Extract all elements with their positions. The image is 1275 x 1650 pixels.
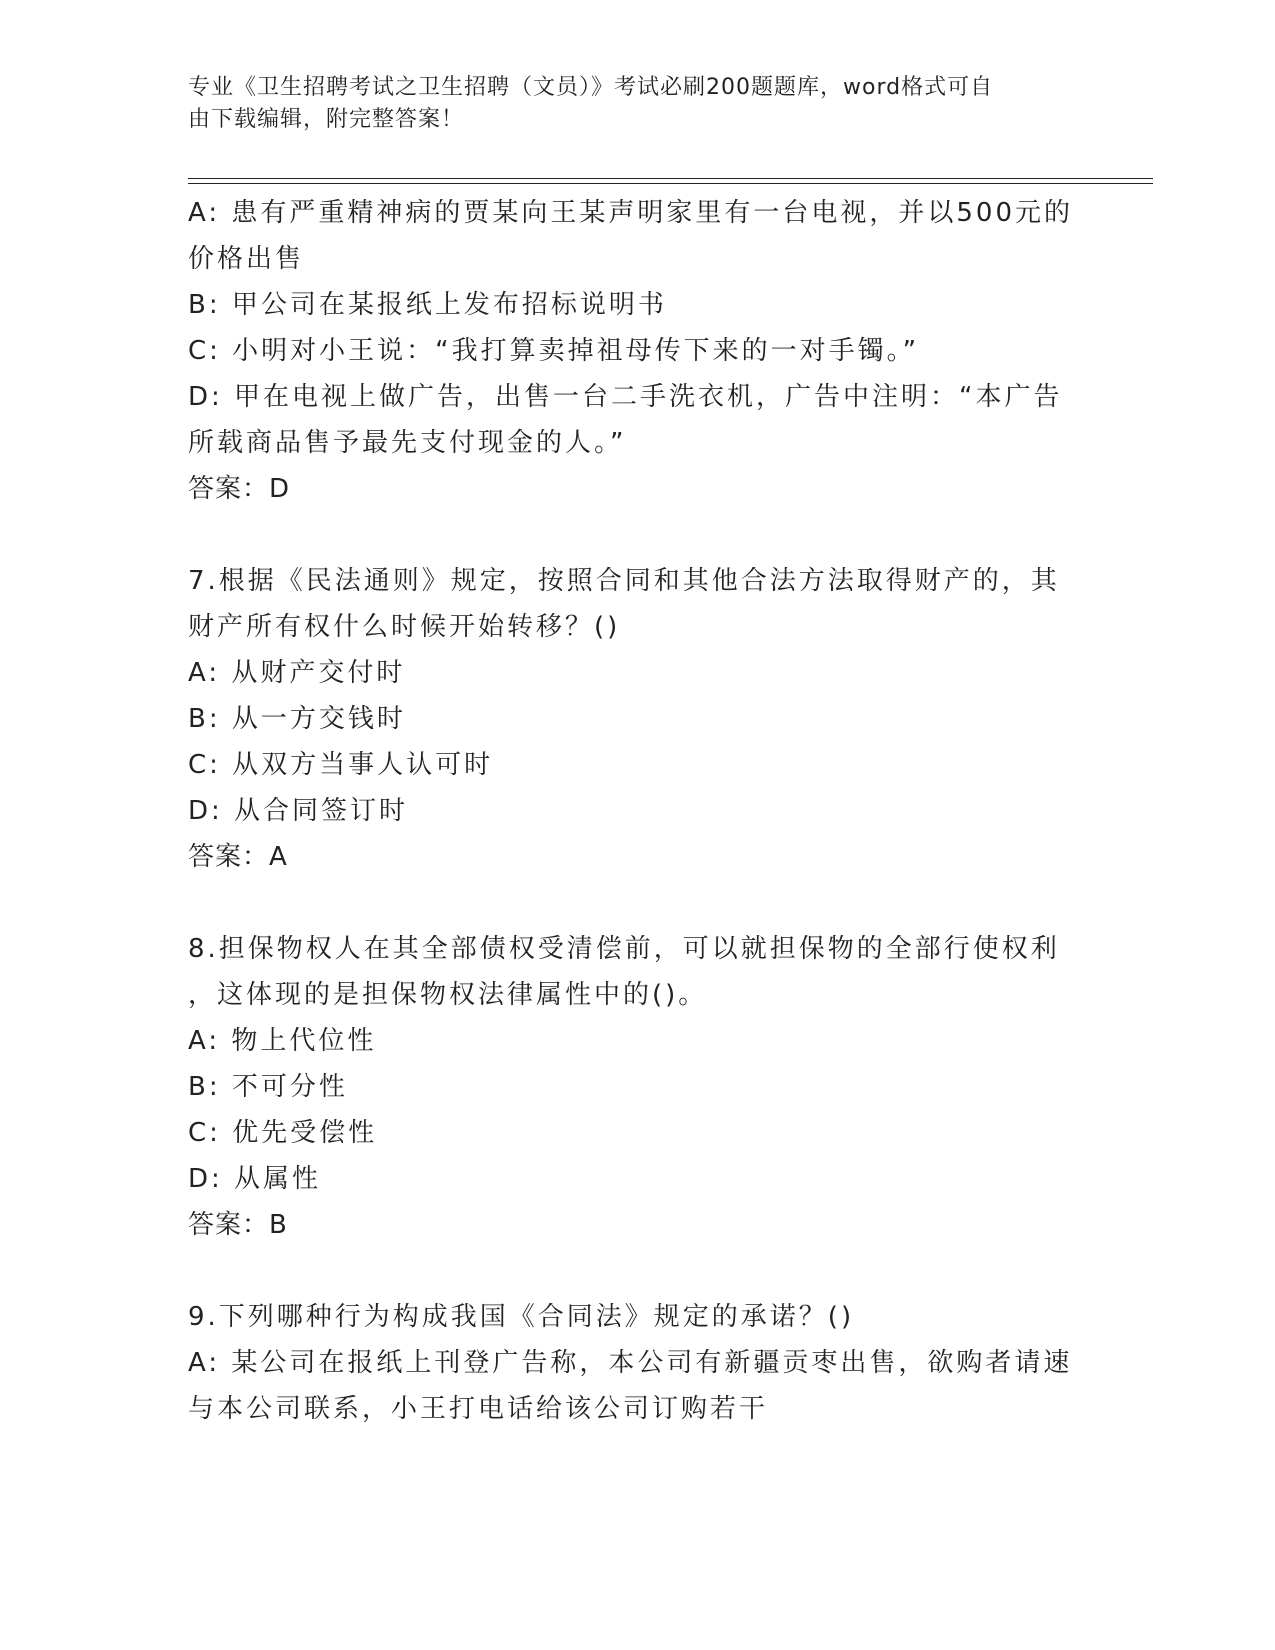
- header-divider-top: [188, 178, 1153, 179]
- spacer: [188, 1248, 1088, 1294]
- document-header: [188, 72, 1088, 136]
- answer-label: 答案：A: [188, 842, 288, 872]
- question-text-line-1: 9.下列哪种行为构成我国《合同法》规定的承诺？(): [188, 1302, 855, 1332]
- question-text-line-1: 8.担保物权人在其全部债权受清偿前，可以就担保物的全部行使权利: [188, 934, 1060, 964]
- header-line-1: 专业《卫生招聘考试之卫生招聘（文员）》考试必刷200题题库，word格式可自: [188, 75, 994, 100]
- option-b: B: 从一方交钱时: [188, 704, 406, 734]
- answer-label: 答案：D: [188, 474, 291, 504]
- answer-label: 答案：B: [188, 1210, 288, 1240]
- header-divider-bottom: [188, 183, 1153, 184]
- header-line-2: 由下载编辑，附完整答案！: [188, 107, 465, 132]
- question-text-line-2: 财产所有权什么时候开始转移？(): [188, 612, 621, 642]
- option-a: A: 物上代位性: [188, 1026, 377, 1056]
- question-content: [188, 190, 1088, 1432]
- option-a-line-1: A: 某公司在报纸上刊登广告称，本公司有新疆贡枣出售，欲购者请速: [188, 1348, 1073, 1378]
- option-a-line-2: 价格出售: [188, 244, 305, 274]
- question-9-block: [188, 1294, 1088, 1432]
- option-a-line-2: 与本公司联系，小王打电话给该公司订购若干: [188, 1394, 769, 1424]
- question-text-line-2: ，这体现的是担保物权法律属性中的()。: [188, 980, 708, 1010]
- option-c: C: 从双方当事人认可时: [188, 750, 494, 780]
- option-b: B: 甲公司在某报纸上发布招标说明书: [188, 290, 667, 320]
- question-text-line-1: 7.根据《民法通则》规定，按照合同和其他合法方法取得财产的，其: [188, 566, 1060, 596]
- question-8-block: [188, 926, 1088, 1248]
- option-a: A: 从财产交付时: [188, 658, 406, 688]
- option-d-line-2: 所载商品售予最先支付现金的人。”: [188, 428, 627, 458]
- option-d-line-1: D: 甲在电视上做广告，出售一台二手洗衣机，广告中注明：“本广告: [188, 382, 1063, 412]
- option-c: C: 优先受偿性: [188, 1118, 378, 1148]
- option-b: B: 不可分性: [188, 1072, 348, 1102]
- question-6-block: [188, 190, 1088, 512]
- spacer: [188, 512, 1088, 558]
- option-d: D: 从合同签订时: [188, 796, 409, 826]
- option-a-line-1: A: 患有严重精神病的贾某向王某声明家里有一台电视，并以500元的: [188, 198, 1073, 228]
- option-d: D: 从属性: [188, 1164, 322, 1194]
- spacer: [188, 880, 1088, 926]
- option-c: C: 小明对小王说：“我打算卖掉祖母传下来的一对手镯。”: [188, 336, 920, 366]
- question-7-block: [188, 558, 1088, 880]
